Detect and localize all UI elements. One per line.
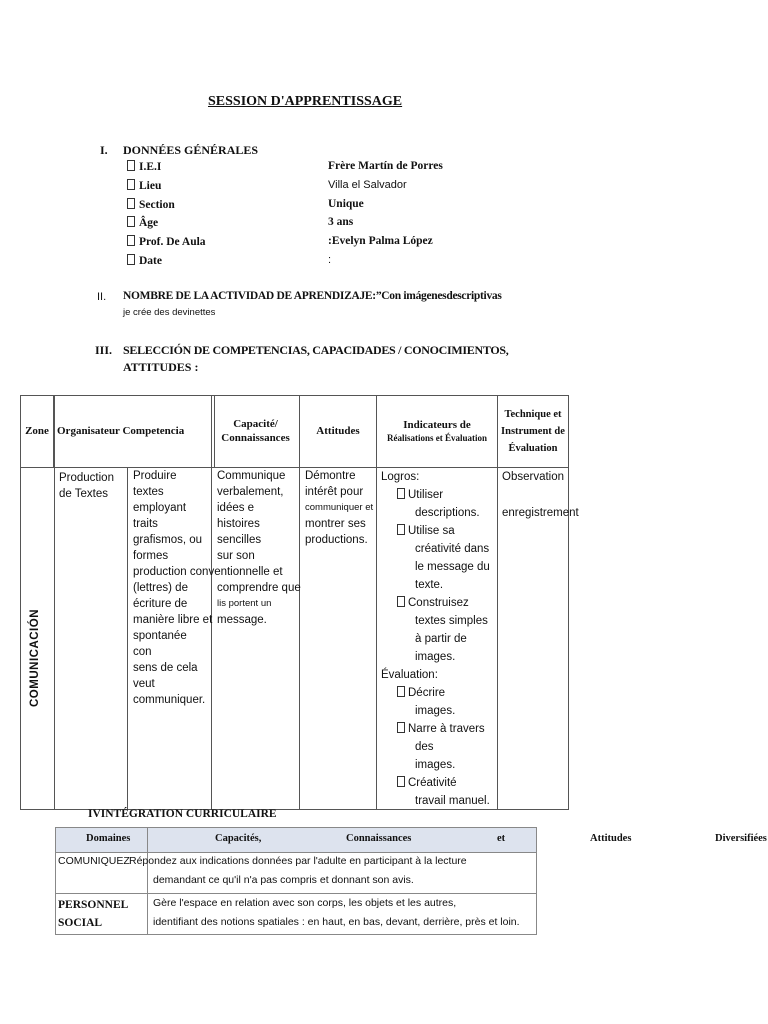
capacite-line-small: lis portent un: [217, 598, 272, 609]
attitudes-line-1: Démontre intérêt pour: [305, 470, 364, 498]
general-data-value: Unique: [328, 198, 364, 210]
section-2-subtitle: je crée des devinettes: [123, 307, 216, 318]
general-data-value: 3 ans: [328, 216, 354, 228]
header-capacite-text: Capacité/ Connaissances: [221, 417, 290, 444]
section-3-heading: SELECCIÓN DE COMPETENCIAS, CAPACIDADES / CONOCIMIENTOS,: [123, 343, 509, 357]
page-title: SESSION D'APPRENTISSAGE: [208, 94, 403, 109]
indicator-item-text: Décrire: [408, 687, 446, 699]
section-1-number: I.: [100, 143, 108, 157]
general-data-label: [127, 254, 162, 267]
competencia-line: sens de cela: [133, 662, 198, 674]
checkbox-glyph-icon: [397, 596, 405, 607]
checkbox-glyph-icon: [127, 160, 135, 171]
checkbox-glyph-icon: [127, 198, 135, 209]
indicator-item-continuation: descriptions.: [415, 507, 480, 519]
competencia-line: manière libre et: [133, 614, 213, 626]
general-data-row: [127, 254, 547, 272]
header-attitudes-text: Attitudes: [316, 424, 360, 437]
indicator-item-continuation: des: [415, 741, 434, 753]
section-3-number: III.: [95, 343, 113, 357]
capacite-line: verbalement,: [217, 486, 284, 498]
general-data-row: [127, 198, 547, 216]
general-data-row: [127, 160, 547, 178]
technique-line-2: enregistrement: [502, 507, 579, 519]
capacite-line: [217, 564, 307, 580]
section-2-heading: NOMBRE DE LA ACTIVIDAD DE APRENDIZAJE:”Con imágenesdescriptivas: [123, 290, 502, 302]
integration-header-1: Domaines: [86, 833, 131, 844]
capacite-line: histoires: [217, 518, 260, 530]
competencia-line: con: [133, 646, 152, 658]
general-data-value: Frère Martín de Porres: [328, 160, 443, 172]
section-1-heading: DONNÉES GÉNÉRALES: [123, 143, 259, 157]
indicator-item: [381, 522, 501, 540]
competencia-line: traits: [133, 518, 158, 530]
attitudes-text: [301, 468, 385, 548]
header-indicateurs-sub: Réalisations et Évaluation: [386, 432, 487, 443]
header-indicateurs: [376, 395, 498, 468]
indicator-item: [381, 486, 501, 504]
evaluation-label: Évaluation:: [381, 669, 438, 681]
indicator-item-continuation: texte.: [415, 579, 444, 591]
section-3-heading-cont: ATTITUDES :: [123, 360, 199, 374]
competencia-line: textes: [133, 486, 164, 498]
general-data-label-text: Date: [139, 255, 162, 267]
zone-cell: [20, 467, 55, 810]
capacite-line: Communique: [217, 470, 286, 482]
competencia-line: écriture de: [133, 598, 188, 610]
indicator-item-text: Narre à travers: [408, 723, 485, 735]
section-2-number: II.: [97, 291, 107, 303]
checkbox-glyph-icon: [397, 686, 405, 697]
general-data-row: [127, 179, 547, 197]
capacite-line: sur son: [217, 550, 255, 562]
indicator-item: [381, 720, 501, 738]
attitudes-line-2: montrer ses productions.: [305, 518, 368, 546]
indicator-item-text: Utilise sa: [408, 525, 455, 537]
general-data-label: [127, 235, 206, 248]
indicator-item: [381, 684, 501, 702]
general-data-value: Villa el Salvador: [328, 179, 407, 191]
capacite-line: idées e: [217, 502, 255, 514]
organisateur-cell: [54, 467, 128, 810]
header-indicateurs-text: Indicateurs de: [403, 419, 471, 431]
zone-value: COMUNICACIÓN: [29, 609, 41, 707]
indicator-item-continuation: à partir de: [415, 633, 467, 645]
header-attitudes: [299, 395, 377, 468]
general-data-label: [127, 179, 161, 192]
indicator-item-continuation: images.: [415, 651, 456, 663]
general-data-label: [127, 198, 175, 211]
indicator-item-continuation: le message du: [415, 561, 490, 573]
checkbox-glyph-icon: [397, 722, 405, 733]
general-data-label-text: Âge: [139, 217, 159, 229]
attitudes-line-small: communiquer et: [305, 502, 374, 513]
competencia-line: Produire: [133, 470, 177, 482]
capacite-line: sencilles: [217, 534, 262, 546]
checkbox-glyph-icon: [127, 235, 135, 246]
checkbox-glyph-icon: [397, 776, 405, 787]
checkbox-glyph-icon: [397, 524, 405, 535]
integration-header-6: Diversifiées: [715, 833, 767, 844]
integration-header-2: Capacités,: [215, 833, 262, 844]
capacite-line-end: message.: [217, 614, 267, 626]
integration-header-capacites: [147, 827, 537, 853]
general-data-row: [127, 235, 547, 253]
general-data-value: :: [328, 254, 332, 266]
organisateur-value: Production de Textes: [59, 472, 114, 500]
checkbox-glyph-icon: [127, 216, 135, 227]
integration-row-1-domain: COMUNIQUEZ: [58, 855, 130, 867]
indicator-item-continuation: images.: [415, 759, 456, 771]
indicator-item-continuation: textes simples: [415, 615, 488, 627]
section-4-heading: IVINTÉGRATION CURRICULAIRE: [88, 808, 277, 820]
integration-row-1-text-2: demandant ce qu'il n'a pas compris et donnant son avis.: [153, 874, 414, 886]
general-data-label: [127, 160, 161, 173]
integration-row-2-domain: PERSONNEL SOCIAL: [58, 899, 128, 929]
competency-table: [20, 395, 579, 810]
general-data-label-text: Lieu: [139, 180, 162, 192]
competencia-line: employant: [133, 502, 187, 514]
indicateurs-text: [377, 468, 505, 810]
general-data-label-text: Prof. De Aula: [139, 236, 206, 248]
indicator-item-continuation: images.: [415, 705, 456, 717]
indicator-item-text: Créativité: [408, 777, 457, 789]
competencia-line: spontanée: [133, 630, 187, 642]
technique-text: [498, 468, 596, 522]
header-zone: [20, 395, 54, 468]
checkbox-glyph-icon: [397, 488, 405, 499]
general-data-label: [127, 216, 158, 229]
capacite-line: comprendre que: [217, 582, 301, 594]
general-data-value: :Evelyn Palma López: [328, 235, 433, 247]
competencia-line: veut: [133, 678, 155, 690]
logros-label: Logros:: [381, 471, 420, 483]
header-capacite: [211, 395, 300, 468]
header-organisateur-text: Organisateur Competencia: [57, 424, 185, 437]
indicator-item-continuation: créativité dans: [415, 543, 490, 555]
indicator-item: [381, 774, 501, 792]
integration-header-4: et: [497, 833, 506, 844]
integration-row-2-text-1: Gère l'espace en relation avec son corps, les objets et les autres,: [153, 897, 457, 909]
header-technique: [497, 395, 569, 468]
header-technique-text: Technique et Instrument de Évaluation: [501, 409, 565, 454]
competencia-line: formes: [133, 550, 169, 562]
integration-header-3: Connaissances: [346, 833, 412, 844]
general-data-row: [127, 216, 547, 234]
integration-row-2-text-2: identifiant des notions spatiales : en haut, en bas, devant, derrière, près et loin.: [153, 916, 520, 928]
competencia-line: grafismos, ou: [133, 534, 203, 546]
indicator-item-continuation: travail manuel.: [415, 795, 490, 807]
indicator-item: [381, 594, 501, 612]
general-data-label-text: Section: [139, 199, 175, 211]
capacite-text: [213, 468, 311, 628]
checkbox-glyph-icon: [127, 179, 135, 190]
competencia-line: communiquer.: [133, 694, 206, 706]
competencia-line: (lettres) de: [133, 582, 188, 594]
header-organisateur: [54, 395, 215, 468]
integration-header-5: Attitudes: [590, 833, 632, 844]
header-zone-text: Zone: [25, 424, 49, 437]
technique-line-1: Observation: [502, 471, 565, 483]
competencia-line: production conventionnelle et: [133, 566, 283, 578]
checkbox-glyph-icon: [127, 254, 135, 265]
general-data-label-text: I.E.I: [139, 161, 162, 173]
integration-row-1-text-1: Répondez aux indications données par l'adulte en participant à la lecture: [129, 855, 467, 867]
indicator-item-text: Construisez: [408, 597, 469, 609]
indicator-item-text: Utiliser: [408, 489, 444, 501]
